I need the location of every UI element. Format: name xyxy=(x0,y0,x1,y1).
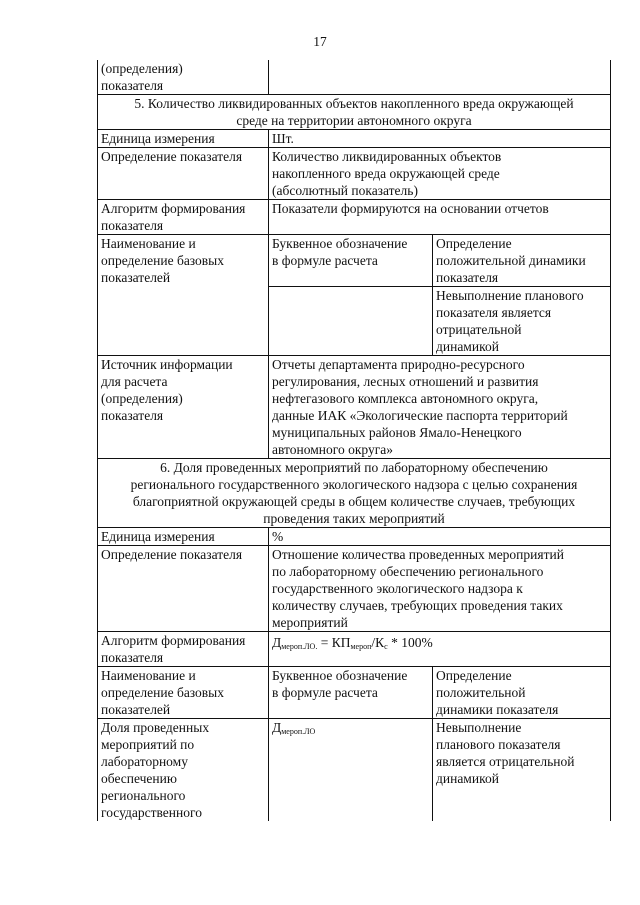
algorithm-label xyxy=(98,200,269,235)
letter-label-line: Буквенное обозначение xyxy=(272,668,408,683)
share-symbol xyxy=(269,719,433,822)
heading-line: 5. Количество ликвидированных объектов накопленного вреда окружающей xyxy=(134,96,574,111)
negative-definition xyxy=(433,719,611,822)
definition-label: Определение показателя xyxy=(98,546,269,632)
share-label-line: мероприятий по xyxy=(101,737,195,752)
base-label-line: определение базовых xyxy=(101,253,225,268)
table-row xyxy=(98,546,611,632)
share-label-line: государственного xyxy=(101,805,202,820)
negative-line: динамикой xyxy=(436,339,499,354)
source-line: Отчеты департамента природно-ресурсного xyxy=(272,357,525,372)
section6-heading xyxy=(98,459,611,528)
letter-label-line: в формуле расчета xyxy=(272,685,378,700)
formula-tail: * 100% xyxy=(387,635,433,650)
definition-line: количеству случаев, требующих проведения таких xyxy=(272,598,563,613)
share-symbol-d: Д xyxy=(272,720,282,735)
table-row xyxy=(98,130,611,148)
source-line: данные ИАК «Экологические паспорта территорий xyxy=(272,408,568,423)
algorithm-label-line: Алгоритм формирования xyxy=(101,633,246,648)
source-line: нефтегазового комплекса автономного округа, xyxy=(272,391,539,406)
unit-label: Единица измерения xyxy=(98,528,269,546)
unit-label: Единица измерения xyxy=(98,130,269,148)
heading-line: проведения таких мероприятий xyxy=(263,511,445,526)
negative-line: Невыполнение планового xyxy=(436,288,584,303)
definition-line: мероприятий xyxy=(272,615,348,630)
negative-line: показателя является xyxy=(436,305,552,320)
heading-line: регионального государственного экологического надзора с целью сохранения xyxy=(130,477,578,492)
negative-line: планового показателя xyxy=(436,737,561,752)
source-label-line: Источник информации xyxy=(101,357,233,372)
positive-line: динамики показателя xyxy=(436,702,559,717)
unit-value: Шт. xyxy=(269,130,611,148)
letter-empty xyxy=(269,287,433,356)
positive-definition xyxy=(433,667,611,719)
source-label xyxy=(98,356,269,459)
positive-line: положительной xyxy=(436,685,526,700)
formula-eq: = КП xyxy=(317,635,351,650)
share-label-line: лабораторному xyxy=(101,754,188,769)
definition-line: (абсолютный показатель) xyxy=(272,183,418,198)
share-label-line: обеспечению xyxy=(101,771,177,786)
negative-line: является отрицательной xyxy=(436,754,575,769)
positive-line: положительной динамики xyxy=(436,253,586,268)
positive-line: Определение xyxy=(436,668,512,683)
prev-label-line: показателя xyxy=(101,78,164,93)
definition-line: государственного экологического надзора к xyxy=(272,581,523,596)
positive-line: показателя xyxy=(436,270,499,285)
letter-label-line: в формуле расчета xyxy=(272,253,378,268)
table-row xyxy=(98,95,611,130)
unit-value: % xyxy=(269,528,611,546)
base-label-line: определение базовых xyxy=(101,685,225,700)
definition-line: по лабораторному обеспечению регионального xyxy=(272,564,544,579)
positive-line: Определение xyxy=(436,236,512,251)
negative-definition xyxy=(433,287,611,356)
negative-line: Невыполнение xyxy=(436,720,522,735)
share-label-line: регионального xyxy=(101,788,186,803)
page-number: 17 xyxy=(313,34,327,49)
table-row xyxy=(98,60,611,95)
formula-d: Д xyxy=(272,635,282,650)
algorithm-label-line: Алгоритм формирования xyxy=(101,201,246,216)
indicator-table xyxy=(97,60,611,821)
table-row xyxy=(98,632,611,667)
base-label xyxy=(98,667,269,719)
algorithm-label-line: показателя xyxy=(101,650,164,665)
table-row xyxy=(98,235,611,287)
source-label-line: для расчета xyxy=(101,374,168,389)
share-label xyxy=(98,719,269,822)
algorithm-label xyxy=(98,632,269,667)
formula xyxy=(269,632,611,667)
base-label-line: Наименование и xyxy=(101,236,196,251)
algorithm-label-line: показателя xyxy=(101,218,164,233)
definition-value xyxy=(269,546,611,632)
base-label-line: показателей xyxy=(101,702,171,717)
formula-k-sub: с xyxy=(384,642,388,651)
source-line: регулирования, лесных отношений и развития xyxy=(272,374,539,389)
table-row xyxy=(98,356,611,459)
formula-kp-sub: мероп xyxy=(350,642,372,651)
heading-line: 6. Доля проведенных мероприятий по лабораторному обеспечению xyxy=(160,460,548,475)
negative-line: отрицательной xyxy=(436,322,522,337)
heading-line: благоприятной окружающей среды в общем количестве случаев, требующих xyxy=(132,494,576,509)
base-label-line: Наименование и xyxy=(101,668,196,683)
source-label-line: показателя xyxy=(101,408,164,423)
source-line: муниципальных районов Ямало-Ненецкого xyxy=(272,425,522,440)
letter-label xyxy=(269,667,433,719)
table-row xyxy=(98,719,611,822)
table-row xyxy=(98,528,611,546)
definition-line: накопленного вреда окружающей среде xyxy=(272,166,500,181)
table-row xyxy=(98,200,611,235)
source-line: автономного округа» xyxy=(272,442,393,457)
prev-label-cell xyxy=(98,60,269,95)
definition-line: Количество ликвидированных объектов xyxy=(272,149,502,164)
table-row xyxy=(98,459,611,528)
table-row xyxy=(98,148,611,200)
prev-label-line: (определения) xyxy=(101,61,183,76)
table-row xyxy=(98,667,611,719)
definition-value xyxy=(269,148,611,200)
formula-div: /К xyxy=(371,635,385,650)
source-label-line: (определения) xyxy=(101,391,183,406)
share-symbol-sub: мероп.ЛО xyxy=(281,727,316,736)
negative-line: динамикой xyxy=(436,771,499,786)
heading-line: среде на территории автономного округа xyxy=(236,113,472,128)
positive-definition xyxy=(433,235,611,287)
share-label-line: Доля проведенных xyxy=(101,720,210,735)
definition-line: Отношение количества проведенных мероприятий xyxy=(272,547,564,562)
letter-label-line: Буквенное обозначение xyxy=(272,236,408,251)
source-value xyxy=(269,356,611,459)
algorithm-value: Показатели формируются на основании отчетов xyxy=(269,200,611,235)
base-label-line: показателей xyxy=(101,270,171,285)
prev-value-cell xyxy=(269,60,611,95)
base-label xyxy=(98,235,269,356)
letter-label xyxy=(269,235,433,287)
formula-d-sub: мероп.ЛО. xyxy=(281,642,318,651)
section5-heading xyxy=(98,95,611,130)
definition-label: Определение показателя xyxy=(98,148,269,200)
